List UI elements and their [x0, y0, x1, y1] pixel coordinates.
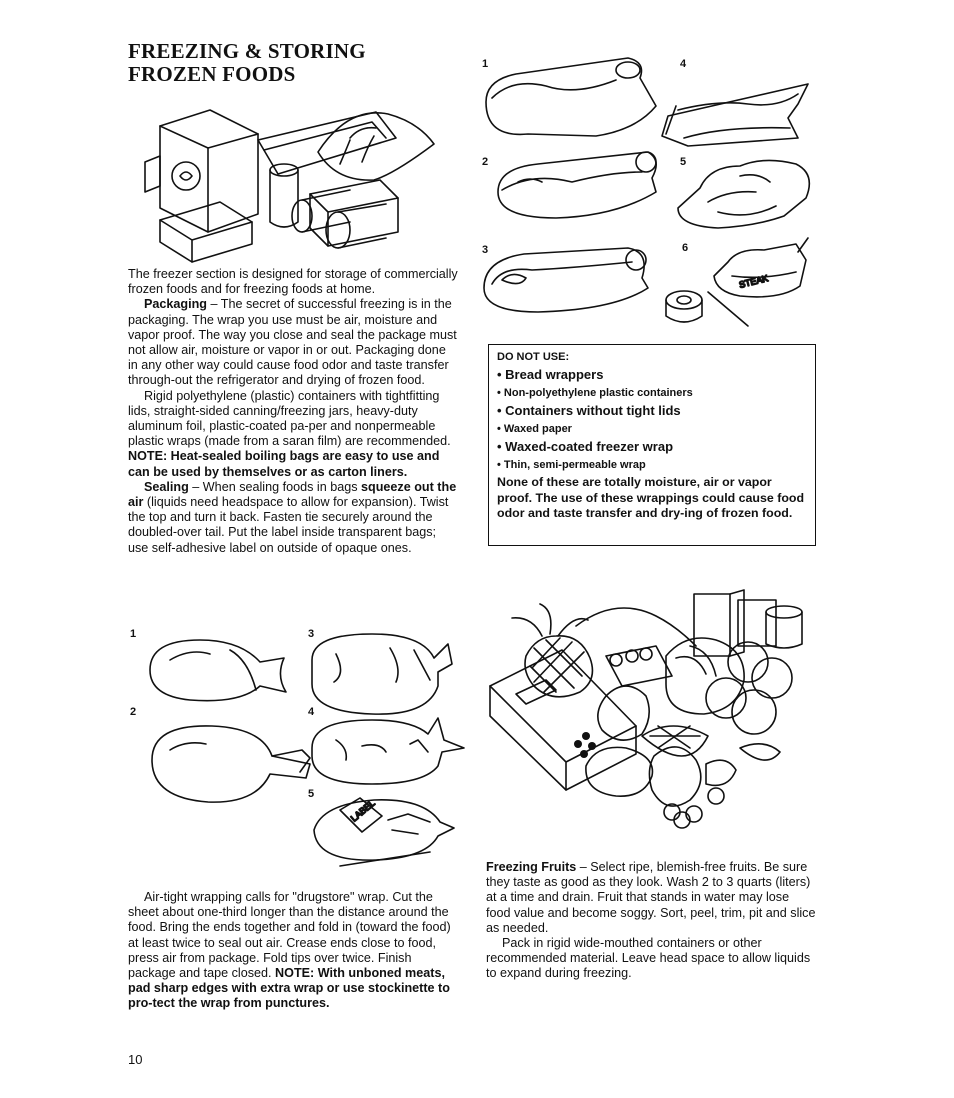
do-not-use-heading: DO NOT USE:	[497, 351, 570, 363]
list-item: • Waxed paper	[497, 423, 572, 435]
intro-text: The freezer section is designed for storage of commercially frozen foods and for freezing foods at home.	[128, 267, 458, 297]
containers-paragraph	[128, 389, 458, 480]
wrap-step-number: 4	[680, 58, 687, 70]
list-item: • Containers without tight lids	[497, 403, 681, 418]
drugstore-note: NOTE: With unboned meats, pad sharp edges with extra wrap or use stockinette to pro-tect the wrap from punctures.	[128, 966, 450, 1011]
drugstore-wrap-illustration	[478, 52, 823, 337]
do-not-use-footer-1: None of these are totally moisture, air or vapor proof.	[497, 475, 772, 505]
packaging-paragraph	[128, 297, 458, 388]
wrap-step-number: 6	[682, 242, 689, 254]
drugstore-wrap-text	[128, 890, 458, 1012]
title-line-2: FROZEN FOODS	[128, 62, 296, 86]
do-not-use-footer-2: The use of these wrappings could cause food odor and taste transfer and dry-ing of frozen food.	[497, 490, 805, 520]
fruits-label: Freezing Fruits	[486, 860, 577, 874]
fruits-paragraph	[486, 860, 816, 936]
packaging-label: Packaging	[144, 297, 207, 312]
fruits-column	[486, 860, 816, 982]
do-not-use-list	[497, 366, 807, 474]
fruits-text: – Select ripe, blemish-free fruits. Be sure they taste as good as they look. Wash 2 to 3 quarts (liters) at a time and drain. Fruit that stands in water may lose food value and become soggy. Sort, peel, trim, pit and slice as needed.	[486, 860, 816, 935]
bag-step-number: 2	[130, 706, 137, 718]
sealing-text-2: (liquids need headspace to allow for expansion). Twist the top and turn it back. Fasten tie securely around the doubled-over tail. Put the label inside transparent bags; use self-adhesive label on outside of opaque ones.	[128, 495, 449, 555]
wrap-step-number: 2	[482, 156, 489, 168]
sealing-emph: squeeze out the air	[128, 479, 457, 510]
do-not-use-box	[488, 344, 816, 546]
packaging-text: – The secret of successful freezing is in the packaging. The wrap you use must be air, moisture and vapor proof. The way you close and seal the package must not allow air, moisture or vapor in or out. Packaging done in any other way could cause food odor and taste transfer through-out the refrigerator and drying of frozen food.	[128, 297, 457, 388]
wrap-step-number: 5	[680, 156, 687, 168]
drugstore-text: Air-tight wrapping calls for "drugstore" wrap. Cut the sheet about one-third longer than the distance around the food. Bring the ends together and fold in (toward the food) at least twice to seal out air. Crease ends close to food, press air from package. Fold tips over twice. Finish package and tape closed.	[128, 890, 451, 981]
list-item: • Non-polyethylene plastic containers	[497, 387, 693, 399]
fruits-illustration	[486, 586, 816, 838]
sealing-paragraph	[128, 480, 458, 556]
fruits-paragraph-2: Pack in rigid wide-mouthed containers or other recommended material. Leave head space to allow liquids to expand during freezing.	[486, 936, 811, 981]
label-tag-text: LABEL	[348, 797, 377, 824]
bag-step-number: 3	[308, 628, 315, 640]
page-number: 10	[128, 1052, 143, 1067]
sealing-label: Sealing	[144, 479, 189, 494]
intro-column	[128, 267, 458, 556]
list-item: • Bread wrappers	[497, 367, 604, 382]
bag-step-number: 1	[130, 628, 137, 640]
page-title	[128, 40, 458, 86]
wrap-step-number: 1	[482, 58, 489, 70]
bag-sealing-illustration	[140, 630, 470, 870]
frozen-foods-illustration	[140, 104, 455, 264]
containers-text: Rigid polyethylene (plastic) containers with tightfitting lids, straight-sided canning/freezing jars, heavy-duty aluminum foil, plastic-coated pa-per and nonpermeable plastic wraps (made from a saran film) are recommended.	[128, 388, 451, 449]
title-line-1: FREEZING & STORING	[128, 39, 366, 63]
do-not-use-footer	[497, 475, 807, 522]
bag-step-number: 5	[308, 788, 315, 800]
bag-step-number: 4	[308, 706, 315, 718]
steak-package-text: STEAK	[738, 273, 770, 290]
containers-note: NOTE: Heat-sealed boiling bags are easy to use and can be used by themselves or as carton liners.	[128, 449, 440, 479]
sealing-text-1: – When sealing foods in bags	[188, 479, 362, 494]
list-item: • Waxed-coated freezer wrap	[497, 439, 674, 454]
list-item: • Thin, semi-permeable wrap	[497, 459, 646, 471]
wrap-step-number: 3	[482, 244, 489, 256]
